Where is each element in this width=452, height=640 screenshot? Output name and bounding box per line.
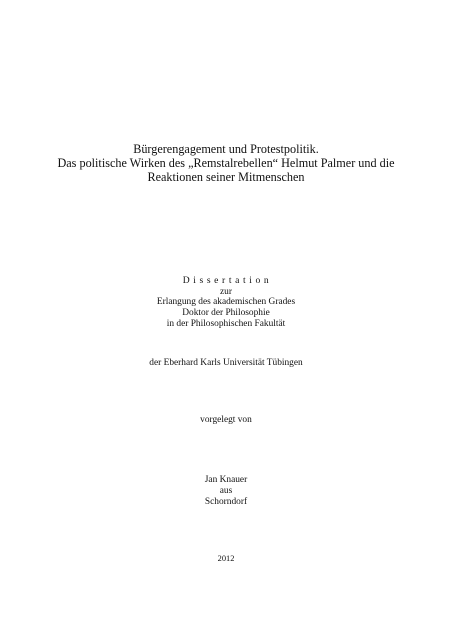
presented-by xyxy=(0,415,452,426)
dissertation-heading: Dissertation xyxy=(182,275,273,286)
author-block xyxy=(0,475,452,508)
author-place: Schorndorf xyxy=(204,497,248,507)
dissertation-line-1: zur xyxy=(220,286,232,297)
university-name xyxy=(0,358,452,369)
dissertation-line-2: Erlangung des akademischen Grades xyxy=(156,297,296,308)
year-line: 2012 xyxy=(217,554,235,563)
dissertation-line-4: in der Philosophischen Fakultät xyxy=(166,318,286,329)
author-from: aus xyxy=(219,486,233,496)
presented-by-line: vorgelegt von xyxy=(200,415,252,425)
thesis-title xyxy=(0,142,452,185)
title-line-1: Bürgerengagement und Protestpolitik. xyxy=(133,142,319,156)
publication-year xyxy=(0,554,452,564)
university-line: der Eberhard Karls Universität Tübingen xyxy=(149,358,303,368)
author-name: Jan Knauer xyxy=(204,475,248,485)
dissertation-statement xyxy=(0,276,452,330)
dissertation-line-3: Doktor der Philosophie xyxy=(182,308,270,319)
title-line-2: Das politische Wirken des „Remstalrebellen“ Helmut Palmer und die xyxy=(57,156,395,171)
title-line-3: Reaktionen seiner Mitmenschen xyxy=(147,170,305,185)
